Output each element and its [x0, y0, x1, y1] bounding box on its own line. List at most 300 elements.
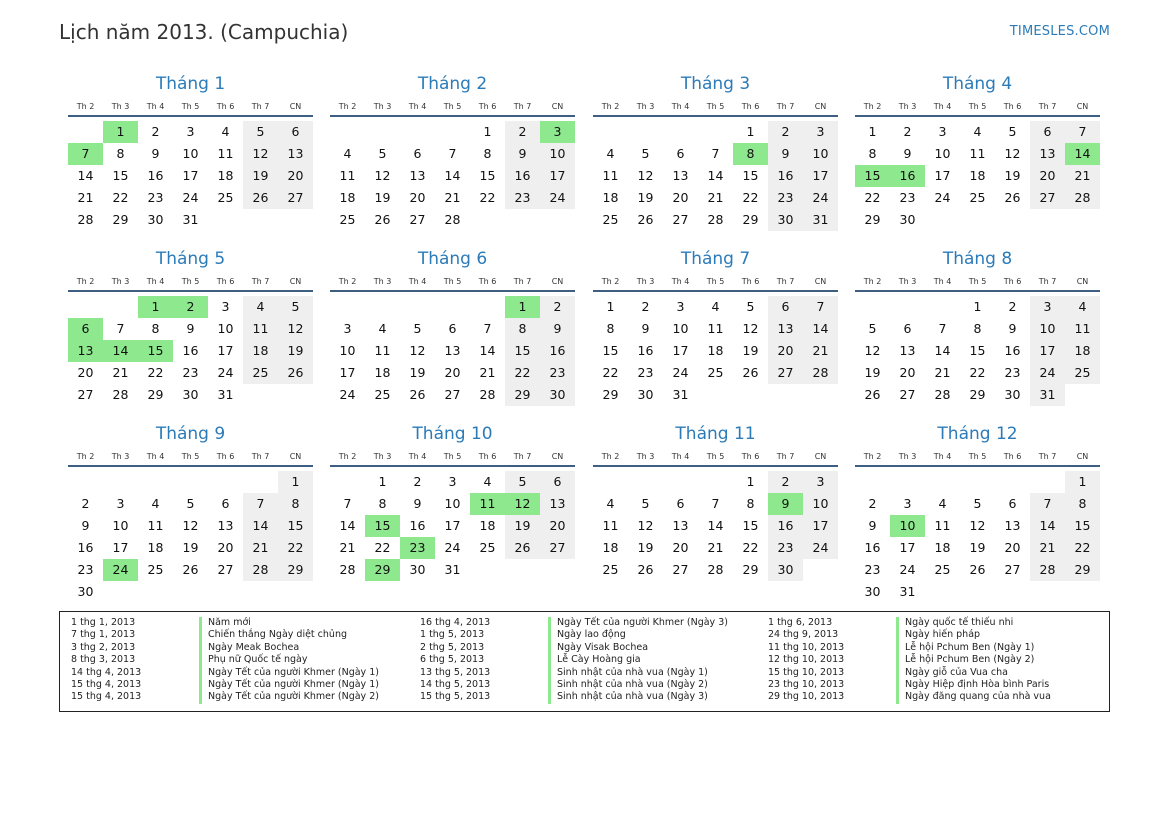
day-cell: 27	[77, 387, 94, 402]
day-cell: 22	[374, 540, 391, 555]
day-cell: 5	[641, 496, 650, 511]
holiday-day-cell: 10	[890, 515, 925, 537]
day-cell: 31	[899, 584, 916, 599]
day-cell: 25	[969, 190, 986, 205]
day-cell: 18	[969, 168, 986, 183]
empty-cell	[1030, 581, 1065, 603]
weekday-label: Th 6	[478, 102, 497, 111]
day-cell: 7	[483, 321, 492, 336]
weekday-label: CN	[551, 102, 564, 111]
day-cell: 23	[505, 187, 540, 209]
day-cell: 26	[742, 365, 759, 380]
day-cell: 29	[864, 212, 881, 227]
week-row	[68, 362, 313, 384]
day-cell: 25	[374, 387, 391, 402]
day-cell: 23	[637, 365, 654, 380]
week-row	[593, 143, 838, 165]
week-row	[68, 581, 313, 603]
legend-date: 1 thg 6, 2013	[768, 617, 833, 628]
day-cell: 16	[77, 540, 94, 555]
weekday-label: Th 3	[111, 102, 130, 111]
holiday-day-cell: 12	[505, 493, 540, 515]
weekday-label: Th 6	[1003, 277, 1022, 286]
day-cell: 11	[969, 146, 986, 161]
month-name: Tháng 8	[942, 249, 1013, 269]
day-cell: 21	[339, 540, 356, 555]
week-row	[593, 559, 838, 581]
day-cell: 19	[505, 515, 540, 537]
weekday-label: Th 5	[706, 102, 725, 111]
legend-holiday-name: Lễ hội Pchum Ben (Ngày 2)	[896, 654, 1034, 666]
empty-cell	[173, 471, 208, 493]
legend-holiday-name: Lễ Cày Hoàng gia	[548, 654, 641, 666]
page-title: Lịch năm 2013. (Campuchia)	[59, 20, 349, 44]
week-row	[330, 121, 575, 143]
day-cell: 19	[182, 540, 199, 555]
day-cell: 1	[746, 124, 755, 139]
day-cell: 12	[278, 318, 313, 340]
day-cell: 16	[768, 165, 803, 187]
month-11	[593, 424, 838, 581]
day-cell: 28	[934, 387, 951, 402]
day-cell: 4	[606, 146, 615, 161]
week-row	[68, 296, 313, 318]
day-cell: 7	[803, 296, 838, 318]
day-cell: 5	[413, 321, 422, 336]
day-cell: 14	[77, 168, 94, 183]
legend-date: 23 thg 10, 2013	[768, 678, 845, 690]
week-row	[855, 537, 1100, 559]
day-cell: 12	[374, 168, 391, 183]
day-cell: 21	[479, 365, 496, 380]
week-row	[330, 318, 575, 340]
empty-cell	[1065, 209, 1100, 231]
legend-holiday-name: Ngày lao động	[548, 629, 626, 641]
legend-date: 12 thg 10, 2013	[768, 654, 845, 666]
weekday-label: Th 4	[671, 102, 690, 111]
day-cell: 25	[602, 212, 619, 227]
week-row	[330, 362, 575, 384]
holiday-day-cell: 3	[540, 121, 575, 143]
empty-cell	[1065, 384, 1100, 406]
day-cell: 5	[641, 146, 650, 161]
empty-cell	[103, 296, 138, 318]
day-cell: 25	[479, 540, 496, 555]
day-cell: 17	[182, 168, 199, 183]
day-cell: 9	[505, 143, 540, 165]
day-cell: 7	[938, 321, 947, 336]
day-cell: 1	[278, 471, 313, 493]
holiday-day-cell: 7	[68, 143, 103, 165]
day-cell: 20	[768, 340, 803, 362]
day-cell: 30	[409, 562, 426, 577]
week-row	[330, 340, 575, 362]
day-cell: 21	[1065, 165, 1100, 187]
weekday-label: Th 3	[636, 277, 655, 286]
empty-cell	[925, 296, 960, 318]
week-row	[593, 165, 838, 187]
weekday-label: Th 7	[776, 277, 795, 286]
day-cell: 18	[374, 365, 391, 380]
empty-cell	[505, 559, 540, 581]
weekday-label: Th 4	[408, 452, 427, 461]
day-cell: 18	[934, 540, 951, 555]
day-cell: 28	[444, 212, 461, 227]
day-cell: 17	[540, 165, 575, 187]
weekday-label: Th 6	[1003, 102, 1022, 111]
day-cell: 1	[1065, 471, 1100, 493]
day-cell: 24	[899, 562, 916, 577]
day-cell: 6	[448, 321, 457, 336]
empty-cell	[960, 581, 995, 603]
day-cell: 13	[409, 168, 426, 183]
day-cell: 5	[243, 121, 278, 143]
week-row	[593, 537, 838, 559]
day-cell: 5	[973, 496, 982, 511]
day-cell: 24	[803, 537, 838, 559]
week-row	[330, 559, 575, 581]
week-row	[593, 384, 838, 406]
day-cell: 2	[505, 121, 540, 143]
empty-cell	[173, 581, 208, 603]
day-cell: 3	[116, 496, 125, 511]
weekday-label: CN	[814, 452, 827, 461]
day-cell: 7	[243, 493, 278, 515]
day-cell: 15	[505, 340, 540, 362]
day-cell: 15	[742, 168, 759, 183]
day-cell: 5	[378, 146, 387, 161]
weekday-label: Th 6	[478, 452, 497, 461]
month-9	[68, 424, 313, 603]
weekday-label: Th 2	[338, 452, 357, 461]
day-cell: 27	[1030, 187, 1065, 209]
legend-date: 16 thg 4, 2013	[420, 617, 491, 628]
weekday-label: CN	[289, 277, 302, 286]
day-cell: 30	[899, 212, 916, 227]
weekday-label: Th 5	[706, 277, 725, 286]
legend-date: 13 thg 5, 2013	[420, 666, 491, 678]
day-cell: 3	[186, 124, 195, 139]
weekday-label: Th 2	[76, 102, 95, 111]
legend-date: 2 thg 5, 2013	[420, 641, 485, 653]
day-cell: 3	[221, 299, 230, 314]
day-cell: 28	[243, 559, 278, 581]
day-cell: 10	[934, 146, 951, 161]
day-cell: 3	[803, 471, 838, 493]
week-row	[855, 471, 1100, 493]
week-row	[593, 121, 838, 143]
day-cell: 7	[711, 146, 720, 161]
legend-date: 7 thg 1, 2013	[71, 629, 136, 641]
day-cell: 14	[707, 518, 724, 533]
weekday-label: Th 4	[933, 277, 952, 286]
day-cell: 26	[637, 562, 654, 577]
weekday-label: Th 6	[741, 277, 760, 286]
day-cell: 26	[1004, 190, 1021, 205]
day-cell: 21	[707, 540, 724, 555]
month-10	[330, 424, 575, 581]
empty-cell	[278, 209, 313, 231]
day-cell: 16	[540, 340, 575, 362]
day-cell: 1	[378, 474, 387, 489]
weekday-header	[855, 98, 1100, 117]
empty-cell	[540, 209, 575, 231]
day-cell: 25	[934, 562, 951, 577]
day-cell: 20	[409, 190, 426, 205]
day-cell: 27	[899, 387, 916, 402]
day-cell: 19	[278, 340, 313, 362]
day-cell: 10	[182, 146, 199, 161]
day-cell: 28	[707, 212, 724, 227]
week-row	[68, 559, 313, 581]
legend-holiday-name: Chiến thắng Ngày diệt chủng	[199, 629, 347, 641]
holiday-day-cell: 14	[1065, 143, 1100, 165]
empty-cell	[138, 471, 173, 493]
weekday-label: Th 2	[863, 102, 882, 111]
legend-date: 15 thg 4, 2013	[71, 691, 142, 703]
empty-cell	[470, 209, 505, 231]
month-1	[68, 74, 313, 231]
day-cell: 29	[602, 387, 619, 402]
weekday-label: Th 7	[251, 102, 270, 111]
empty-cell	[243, 471, 278, 493]
day-cell: 23	[182, 365, 199, 380]
day-cell: 21	[444, 190, 461, 205]
empty-cell	[995, 209, 1030, 231]
legend-holiday-name: Ngày Visak Bochea	[548, 642, 648, 654]
day-cell: 17	[339, 365, 356, 380]
day-cell: 16	[1004, 343, 1021, 358]
day-cell: 19	[1004, 168, 1021, 183]
week-row	[68, 143, 313, 165]
weekday-label: CN	[814, 277, 827, 286]
day-cell: 9	[1008, 321, 1017, 336]
day-cell: 6	[676, 146, 685, 161]
day-cell: 5	[186, 496, 195, 511]
day-cell: 5	[746, 299, 755, 314]
day-cell: 30	[637, 387, 654, 402]
day-cell: 24	[540, 187, 575, 209]
day-cell: 29	[969, 387, 986, 402]
day-cell: 3	[903, 496, 912, 511]
week-row	[593, 493, 838, 515]
day-cell: 15	[112, 168, 129, 183]
day-cell: 18	[479, 518, 496, 533]
weekday-label: Th 6	[478, 277, 497, 286]
day-cell: 26	[243, 187, 278, 209]
week-row	[330, 471, 575, 493]
day-cell: 30	[77, 584, 94, 599]
week-row	[330, 143, 575, 165]
weekday-label: Th 3	[373, 452, 392, 461]
day-cell: 9	[768, 143, 803, 165]
day-cell: 19	[243, 165, 278, 187]
week-row	[68, 209, 313, 231]
weekday-label: Th 7	[513, 102, 532, 111]
empty-cell	[698, 384, 733, 406]
week-row	[68, 187, 313, 209]
weekday-label: Th 4	[146, 277, 165, 286]
day-cell: 12	[409, 343, 426, 358]
weekday-label: Th 3	[898, 452, 917, 461]
day-cell: 18	[707, 343, 724, 358]
week-row	[330, 515, 575, 537]
day-cell: 27	[444, 387, 461, 402]
empty-cell	[138, 581, 173, 603]
day-cell: 17	[672, 343, 689, 358]
legend-date: 15 thg 5, 2013	[420, 691, 491, 703]
day-cell: 28	[339, 562, 356, 577]
day-cell: 4	[973, 124, 982, 139]
day-cell: 4	[711, 299, 720, 314]
day-cell: 26	[864, 387, 881, 402]
day-cell: 4	[343, 146, 352, 161]
day-cell: 11	[147, 518, 164, 533]
day-cell: 23	[768, 537, 803, 559]
month-name: Tháng 11	[675, 424, 756, 444]
day-cell: 24	[182, 190, 199, 205]
day-cell: 22	[479, 190, 496, 205]
day-cell: 20	[77, 365, 94, 380]
month-5	[68, 249, 313, 406]
day-cell: 13	[899, 343, 916, 358]
empty-cell	[505, 209, 540, 231]
day-cell: 6	[413, 146, 422, 161]
weekday-label: Th 5	[706, 452, 725, 461]
day-cell: 12	[182, 518, 199, 533]
empty-cell	[435, 296, 470, 318]
day-cell: 30	[864, 584, 881, 599]
day-cell: 28	[112, 387, 129, 402]
day-cell: 2	[641, 299, 650, 314]
holiday-legend	[59, 611, 1110, 712]
holiday-day-cell: 29	[365, 559, 400, 581]
day-cell: 8	[868, 146, 877, 161]
day-cell: 26	[637, 212, 654, 227]
day-cell: 29	[505, 384, 540, 406]
day-cell: 20	[217, 540, 234, 555]
empty-cell	[243, 384, 278, 406]
day-cell: 12	[969, 518, 986, 533]
weekday-label: Th 4	[408, 277, 427, 286]
day-cell: 3	[676, 299, 685, 314]
week-row	[68, 493, 313, 515]
day-cell: 4	[606, 496, 615, 511]
legend-holiday-name: Sinh nhật của nhà vua (Ngày 2)	[548, 679, 708, 691]
empty-cell	[768, 384, 803, 406]
day-cell: 4	[483, 474, 492, 489]
weekday-label: Th 6	[216, 102, 235, 111]
day-cell: 16	[505, 165, 540, 187]
month-name: Tháng 9	[155, 424, 226, 444]
day-cell: 29	[147, 387, 164, 402]
day-cell: 18	[602, 190, 619, 205]
month-name: Tháng 7	[680, 249, 751, 269]
day-cell: 15	[278, 515, 313, 537]
day-cell: 3	[1030, 296, 1065, 318]
month-name: Tháng 6	[417, 249, 488, 269]
legend-date: 24 thg 9, 2013	[768, 629, 839, 641]
day-cell: 14	[243, 515, 278, 537]
day-cell: 28	[803, 362, 838, 384]
day-cell: 13	[1030, 143, 1065, 165]
day-cell: 26	[374, 212, 391, 227]
day-cell: 24	[1030, 362, 1065, 384]
day-cell: 7	[1030, 493, 1065, 515]
day-cell: 18	[217, 168, 234, 183]
weekday-label: Th 5	[443, 452, 462, 461]
day-cell: 19	[742, 343, 759, 358]
day-cell: 24	[803, 187, 838, 209]
weekday-label: Th 2	[863, 277, 882, 286]
day-cell: 1	[973, 299, 982, 314]
empty-cell	[278, 581, 313, 603]
week-row	[855, 296, 1100, 318]
week-row	[68, 318, 313, 340]
weekday-label: Th 6	[1003, 452, 1022, 461]
legend-holiday-name: Ngày Tết của người Khmer (Ngày 3)	[548, 617, 728, 629]
day-cell: 2	[768, 471, 803, 493]
weekday-label: Th 2	[863, 452, 882, 461]
day-cell: 10	[1030, 318, 1065, 340]
legend-date: 1 thg 1, 2013	[71, 617, 136, 628]
month-4	[855, 74, 1100, 231]
empty-cell	[1065, 581, 1100, 603]
brand-link[interactable]: TIMESLES.COM	[1009, 24, 1110, 39]
holiday-day-cell: 8	[733, 143, 768, 165]
day-cell: 31	[444, 562, 461, 577]
day-cell: 13	[1004, 518, 1021, 533]
weekday-header	[593, 273, 838, 292]
weekday-label: Th 7	[776, 452, 795, 461]
legend-holiday-name: Ngày quốc tế thiếu nhi	[896, 617, 1013, 629]
weekday-label: Th 5	[181, 102, 200, 111]
day-cell: 16	[147, 168, 164, 183]
day-cell: 13	[672, 518, 689, 533]
legend-holiday-name: Ngày Tết của người Khmer (Ngày 1)	[199, 679, 379, 691]
day-cell: 19	[409, 365, 426, 380]
day-cell: 3	[938, 124, 947, 139]
day-cell: 7	[448, 146, 457, 161]
day-cell: 6	[768, 296, 803, 318]
day-cell: 27	[217, 562, 234, 577]
empty-cell	[208, 471, 243, 493]
day-cell: 22	[864, 190, 881, 205]
weekday-label: Th 2	[338, 102, 357, 111]
legend-date: 14 thg 5, 2013	[420, 678, 491, 690]
weekday-label: Th 7	[513, 277, 532, 286]
weekday-label: Th 4	[671, 277, 690, 286]
day-cell: 2	[903, 124, 912, 139]
day-cell: 19	[637, 190, 654, 205]
holiday-day-cell: 1	[138, 296, 173, 318]
empty-cell	[330, 471, 365, 493]
day-cell: 11	[374, 343, 391, 358]
day-cell: 8	[278, 493, 313, 515]
legend-holiday-name: Ngày Hiệp định Hòa bình Paris	[896, 679, 1049, 691]
empty-cell	[663, 121, 698, 143]
empty-cell	[663, 471, 698, 493]
weekday-header	[68, 448, 313, 467]
day-cell: 6	[278, 121, 313, 143]
day-cell: 16	[409, 518, 426, 533]
day-cell: 9	[186, 321, 195, 336]
day-cell: 21	[243, 537, 278, 559]
day-cell: 30	[147, 212, 164, 227]
weekday-label: Th 6	[741, 452, 760, 461]
empty-cell	[400, 296, 435, 318]
empty-cell	[698, 471, 733, 493]
